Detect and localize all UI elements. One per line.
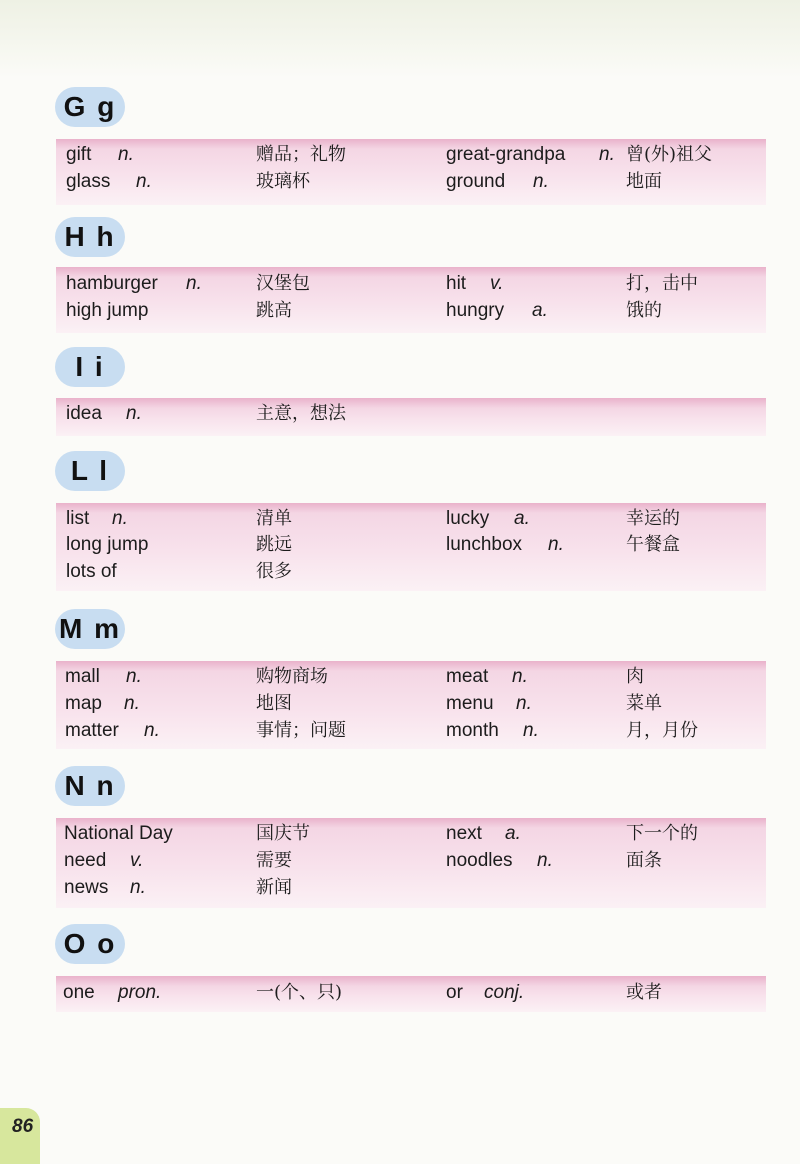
word: one [63,982,95,1003]
meaning: 面条 [626,850,662,871]
word: need [64,850,107,871]
meaning: 赠品；礼物 [256,144,346,165]
meaning: 跳远 [256,534,292,555]
letter-badge: L l [55,451,125,491]
meaning: 需要 [256,850,292,871]
word: gift [66,144,92,165]
entry-row [56,505,766,532]
part-of-speech: n. [124,693,140,714]
part-of-speech: n. [516,693,532,714]
word: matter [65,720,119,741]
word: month [446,720,499,741]
part-of-speech: n. [136,171,152,192]
word: National Day [64,823,173,844]
meaning: 清单 [256,508,292,529]
word-list-band [56,398,766,436]
word: mall [65,666,100,687]
word: lucky [446,508,490,529]
word: great-grandpa [446,144,566,165]
letter-badge: O o [55,924,125,964]
word-list-band [56,818,766,908]
entry-row [56,168,766,195]
letter-badge: G g [55,87,125,127]
meaning: 午餐盒 [626,534,680,555]
word: news [64,877,109,898]
word: long jump [66,534,149,555]
part-of-speech: v. [130,850,144,871]
word-list-band [56,139,766,205]
meaning: 幸运的 [626,508,680,529]
part-of-speech: n. [537,850,553,871]
word: glass [66,171,111,192]
entry-row [56,141,766,168]
letter-badge: I i [55,347,125,387]
meaning: 肉 [626,666,644,687]
part-of-speech: conj. [484,982,525,1003]
meaning: 或者 [626,982,662,1003]
word-list-band [56,503,766,591]
part-of-speech: v. [490,273,504,294]
word: hamburger [66,273,158,294]
meaning: 地图 [256,693,292,714]
word: or [446,982,463,1003]
meaning: 菜单 [626,693,662,714]
part-of-speech: n. [130,877,146,898]
entry-row [56,820,766,847]
meaning: 跳高 [256,300,292,321]
letter-badge: H h [55,217,125,257]
meaning: 国庆节 [256,823,310,844]
entry-row [56,297,766,324]
meaning: 一(个、只) [256,982,343,1003]
meaning: 主意，想法 [256,403,346,424]
entry-row [56,874,766,901]
word: ground [446,171,506,192]
meaning: 打，击中 [626,273,698,294]
letter-badge: M m [55,609,125,649]
meaning: 很多 [256,561,292,582]
word: meat [446,666,489,687]
part-of-speech: n. [112,508,128,529]
word: list [66,508,90,529]
entry-row [56,531,766,558]
word: lunchbox [446,534,523,555]
part-of-speech: n. [523,720,539,741]
meaning: 饿的 [626,300,662,321]
meaning: 下一个的 [626,823,698,844]
word: map [65,693,102,714]
meaning: 月，月份 [626,720,698,741]
page-header-band [0,0,800,78]
entry-row [56,400,766,427]
word: next [446,823,482,844]
word: hit [446,273,467,294]
part-of-speech: a. [505,823,521,844]
word-list-band [56,267,766,333]
meaning: 汉堡包 [256,273,310,294]
part-of-speech: n. [126,403,142,424]
part-of-speech: n. [118,144,134,165]
letter-badge: N n [55,766,125,806]
part-of-speech: a. [514,508,530,529]
word: idea [66,403,102,424]
meaning: 新闻 [256,877,292,898]
part-of-speech: n. [599,144,615,165]
entry-row [56,847,766,874]
part-of-speech: n. [144,720,160,741]
word-list-band [56,976,766,1012]
meaning: 曾(外)祖父 [626,144,713,165]
word: noodles [446,850,513,871]
word-list-band [56,661,766,749]
word: high jump [66,300,149,321]
part-of-speech: n. [126,666,142,687]
meaning: 地面 [626,171,662,192]
meaning: 玻璃杯 [256,171,310,192]
part-of-speech: n. [548,534,564,555]
entry-row [56,979,766,1006]
part-of-speech: a. [532,300,548,321]
entry-row [56,270,766,297]
entry-row [56,663,766,690]
word: hungry [446,300,505,321]
page-number: 86 [12,1116,34,1137]
part-of-speech: n. [186,273,202,294]
meaning: 购物商场 [256,666,328,687]
part-of-speech: pron. [118,982,162,1003]
part-of-speech: n. [512,666,528,687]
meaning: 事情；问题 [256,720,346,741]
entry-row [56,717,766,744]
entry-row [56,690,766,717]
part-of-speech: n. [533,171,549,192]
entry-row [56,558,766,585]
word: lots of [66,561,117,582]
word: menu [446,693,494,714]
